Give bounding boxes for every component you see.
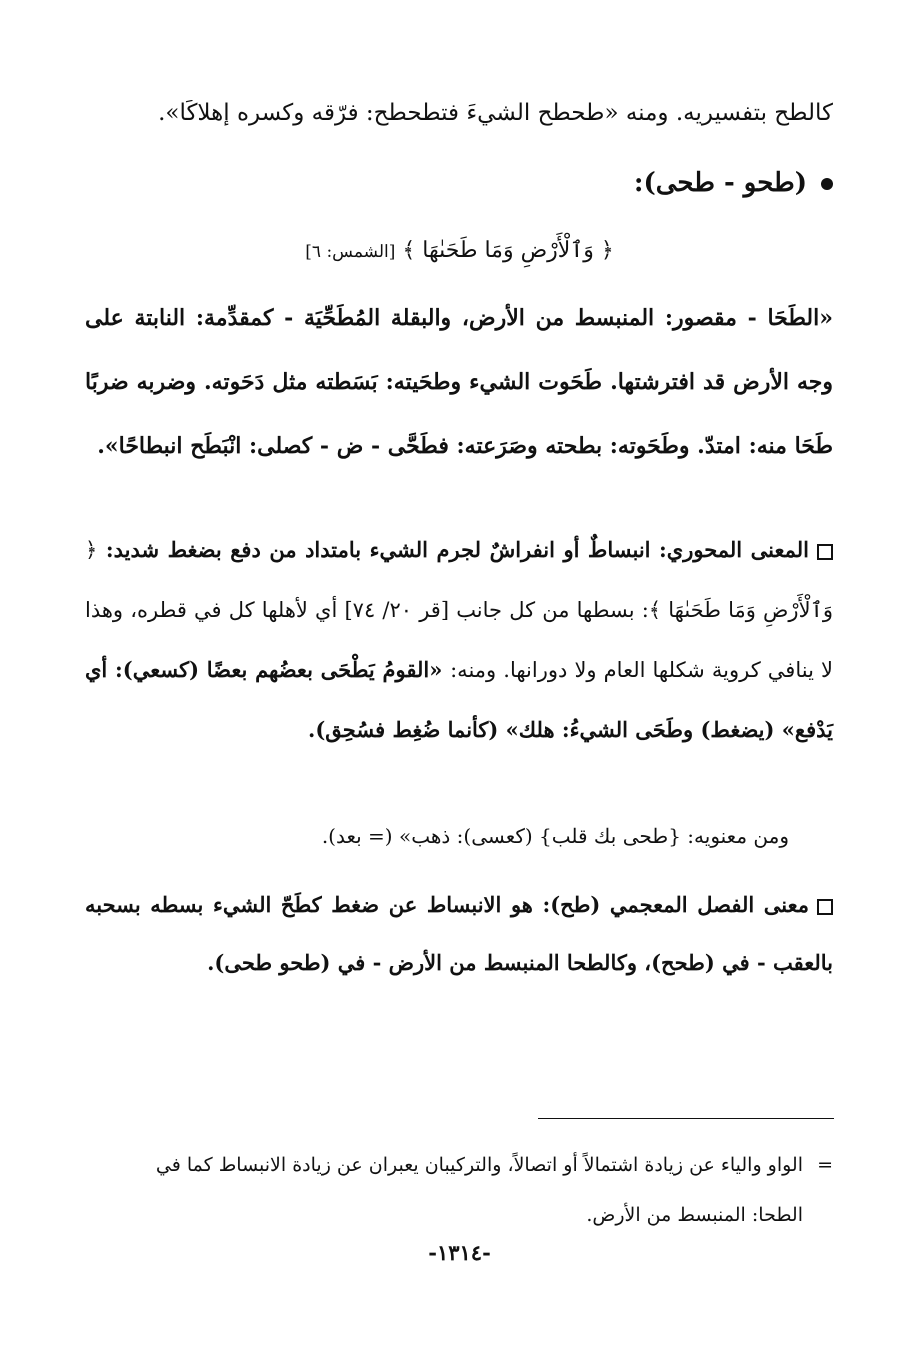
verse-text: ﴿ وَٱلْأَرْضِ وَمَا طَحَىٰهَا ﴾ (402, 238, 614, 263)
core-meaning-verse: ﴿ وَٱلْأَرْضِ وَمَا طَحَىٰهَا ﴾: بسطها من كل جانب [قر ٢٠/ ٧٤] أي لأهلها كل في قطره، وهذا لا ينافي كروية شكلها العام ولا دورانها. ومنه: (85, 538, 833, 682)
figurative-meaning: ومن معنويه: {طحى بك قلب} (كعسى): ذهب» (= بعد). (321, 824, 789, 848)
footnote (85, 1140, 833, 1240)
page-number: -١٣١٤- (428, 1240, 491, 1265)
lexical-section-meaning (85, 876, 833, 992)
core-meaning-paragraph (85, 520, 833, 760)
core-meaning-intro: المعنى المحوري: انبساطٌ أو انفراشٌ لجرم الشيء بامتداد من دفع بضغط شديد: (105, 537, 809, 562)
footnote-line-1-text: الواو والياء عن زيادة اشتمالاً أو اتصالاً، والتركيبان يعبران عن زيادة الانبساط كما في (155, 1154, 803, 1176)
checkbox-square-icon (817, 544, 833, 560)
entry-heading-text: (طحو - طحى): (633, 168, 807, 198)
footnote-divider (538, 1118, 834, 1119)
quran-verse (0, 238, 919, 263)
verse-source: [الشمس: ٦] (305, 242, 396, 262)
footnote-line-2: الطحا: المنبسط من الأرض. (586, 1204, 803, 1226)
lexical-section-text: معنى الفصل المعجمي (طح): هو الانبساط عن ضغط كطَحّ الشيء بسطه بسحبه بالعقب - في (طحح)، وكالطحا المنبسط من الأرض - في (طحو طحى). (85, 892, 833, 975)
top-line: كالطح بتفسيريه. ومنه «طحطح الشيءَ فتطحطح: فرّقه وكسره إهلاكًا». (158, 100, 833, 126)
footnote-line-1 (85, 1140, 833, 1190)
checkbox-square-icon (817, 899, 833, 915)
core-meaning-example: «القومُ يَطْحَى بعضُهم بعضًا (كسعي): أي يَدْفع» (يضغط) وطَحَى الشيءُ: هلك» (كأنما ضُغِط فسُحِق). (85, 657, 833, 742)
footnote-marker: = (817, 1154, 833, 1176)
entry-heading (85, 168, 833, 198)
bullet-icon (821, 178, 833, 190)
lexicon-quote: «الطَحَا - مقصور: المنبسط من الأرض، والبقلة المُطَحِّيَة - كمقدِّمة: النابتة على وجه الأرض قد افترشتها. طَحَوت الشيء وطحَيته: بَسَطته مثل دَحَوته. وضربه ضربًا طَحَا منه: امتدّ. وطَحَوته: بطحته وصَرَعته: فطَحَّى - ض - كصلى: انْبَطَح انبطاحًا». (85, 305, 833, 459)
